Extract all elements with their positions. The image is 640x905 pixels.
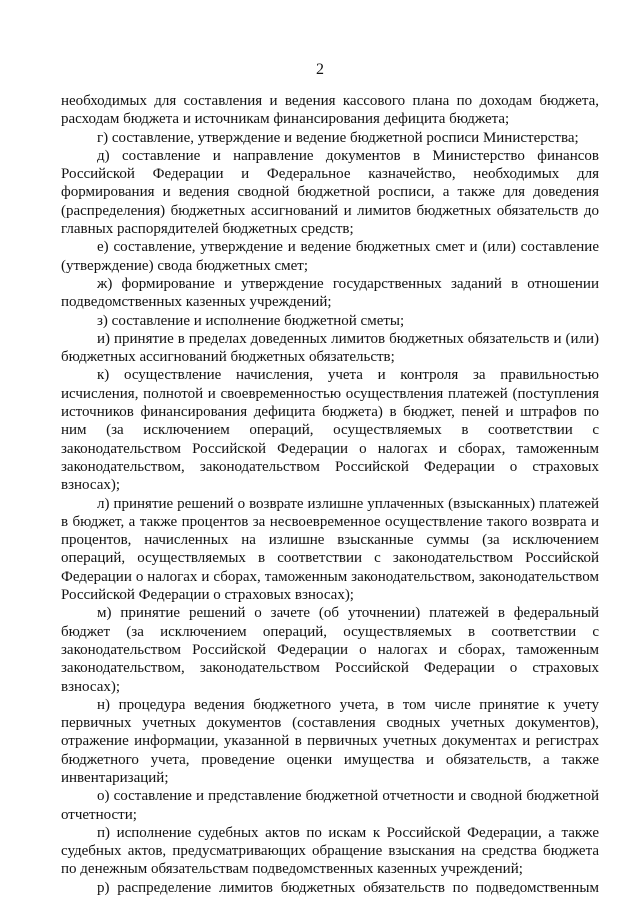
paragraph-item-r: р) распределение лимитов бюджетных обязательств по подведомственным — [97, 879, 599, 896]
paragraph-item-p: п) исполнение судебных актов по искам к Российской Федерации, а также судебных актов, предусматривающих обращение взыскания на средства бюджета по денежным обязательствам подведомственных казенных учреждений; — [61, 824, 599, 878]
paragraph-item-zh: ж) формирование и утверждение государственных заданий в отношении подведомственных казенных учреждений; — [61, 275, 599, 311]
paragraph-item-d: д) составление и направление документов в Министерство финансов Российской Федерации и Федеральное казначейство, необходимых для формирования и ведения сводной бюджетной росписи, а также для доведения (распределения) бюджетных ассигнований и лимитов бюджетных обязательств до главных распорядителей бюджетных средств; — [61, 147, 599, 238]
page-number: 2 — [316, 61, 324, 78]
paragraph-item-m: м) принятие решений о зачете (об уточнении) платежей в федеральный бюджет (за исключением операций, осуществляемых в соответствии с законодательством Российской Федерации о налогах и сборах, таможенным законодательством, законодательством Российской Федерации о страховых взносах); — [61, 605, 599, 695]
paragraph-item-n: н) процедура ведения бюджетного учета, в том числе принятие к учету первичных учетных документов (составления сводных учетных документов), отражение информации, указанной в первичных учетных документах и регистрах бюджетного учета, проведение оценки имущества и обязательств, а также инвентаризаций; — [61, 696, 599, 786]
paragraph-item-e: е) составление, утверждение и ведение бюджетных смет и (или) составление (утверждение) свода бюджетных смет; — [61, 239, 599, 274]
document-body — [61, 92, 599, 897]
paragraph-item-g: г) составление, утверждение и ведение бюджетной росписи Министерства; — [97, 129, 579, 146]
paragraph-continuation: необходимых для составления и ведения кассового плана по доходам бюджета, расходам бюджета и источникам финансирования дефицита бюджета; — [61, 93, 599, 128]
paragraph-item-o: о) составление и представление бюджетной отчетности и сводной бюджетной отчетности; — [61, 788, 599, 823]
paragraph-item-i: и) принятие в пределах доведенных лимитов бюджетных обязательств и (или) бюджетных ассигнований бюджетных обязательств; — [61, 330, 599, 366]
paragraph-item-l: л) принятие решений о возврате излишне уплаченных (взысканных) платежей в бюджет, а также процентов за несвоевременное осуществление такого возврата и процентов, начисленных на излишне взысканные суммы (за исключением операций, осуществляемых в соответствии с законодательством Российской Федерации о налогах и сборах, таможенным законодательством, законодательством Российской Федерации о страховых взносах); — [61, 495, 599, 604]
paragraph-item-z: з) составление и исполнение бюджетной сметы; — [97, 312, 405, 329]
paragraph-item-k: к) осуществление начисления, учета и контроля за правильностью исчисления, полнотой и своевременностью осуществления платежей (поступления источников финансирования дефицита бюджета) в бюджет, пеней и штрафов по ним (за исключением операций, осуществляемых в соответствии с законодательством Российской Федерации о налогах и сборах, таможенным законодательством, законодательством Российской Федерации о страховых взносах); — [61, 367, 599, 494]
